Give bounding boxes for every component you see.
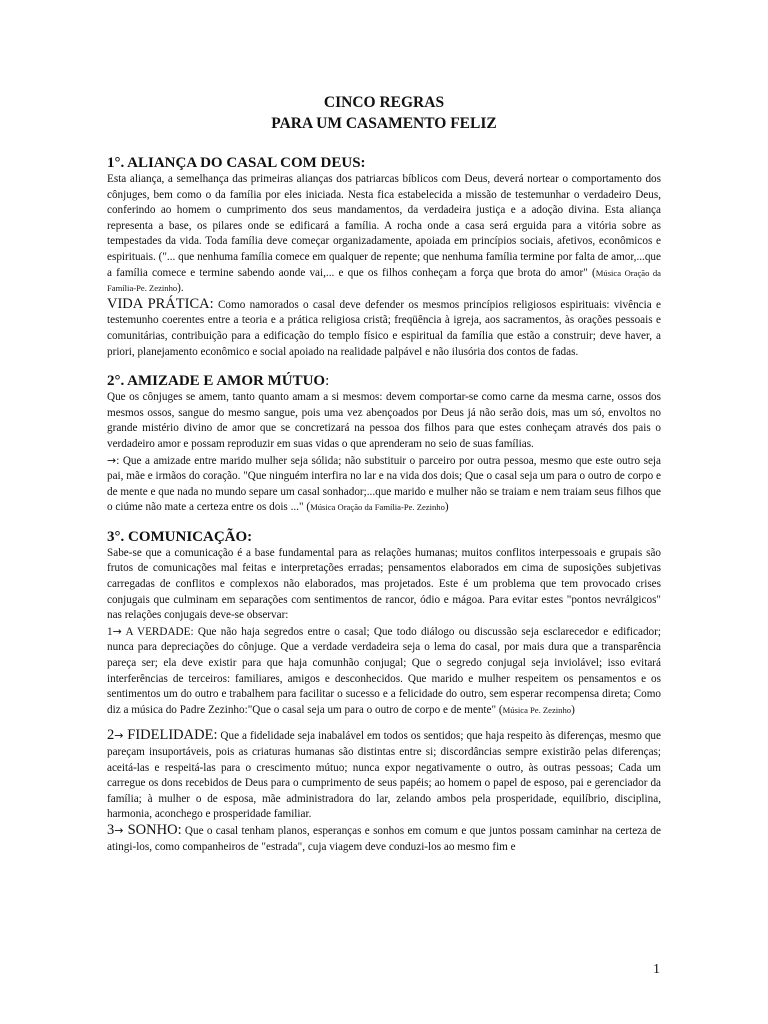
document-title-line1: CINCO REGRAS	[323, 94, 445, 111]
section2-heading-colon: :	[325, 373, 330, 390]
sonho-text: Que o casal tenham planos, esperanças e sonhos em comum e que juntos possam caminhar na certeza de atingi-los, como companheiros de "estrada", cuja viagem deve conduzi-los ao mesmo fim e	[107, 824, 661, 853]
section-amizade	[107, 372, 661, 516]
section1-paragraph2-text: Como namorados o casal deve defender os mesmos princípios religiosos espirituais: vivência e testemunho coerentes entre a teoria e a prática religiosa cristã; freqüência à igreja, aos sacramentos, às orações pessoais e comunitárias, contribuição para a edificação do templo físico e espiritual da família que estão a construir; deve haver, a priori, planejamento econômico e social apoiado na realidade palpável e não ilusória dos contos de fadas.	[107, 298, 661, 358]
section3-paragraph1: Sabe-se que a comunicação é a base fundamental para as relações humanas; muitos conflitos interpessoais e grupais são frutos de comunicações mal feitas e interpretações erradas; pensamentos elaborados em cima de suposições subjetivas carregadas de conflitos e complexos não elaborados, mas projetados. Este é um problema que tem provocado crises conjugais que culminam em separações com sentimentos de rancor, ódio e mágoa. Para evitar estes "pontos nevrálgicos" nas relações conjugais deve-se observar:	[107, 546, 661, 622]
verdade-citation: Música Pe. Zezinho	[502, 704, 572, 715]
page-number: 1	[653, 962, 660, 977]
sonho-number: 3	[107, 821, 115, 838]
section2-paragraph2	[107, 453, 661, 516]
section2-paragraph2-end: )	[444, 501, 449, 514]
section-comunicacao	[107, 528, 661, 855]
arrow-right-icon: →	[114, 729, 124, 743]
section3-heading: 3°. COMUNICAÇÃO:	[107, 528, 253, 545]
section-alianca	[107, 154, 661, 360]
section1-paragraph1-text: Esta aliança, a semelhança das primeiras alianças dos patriarcas bíblicos com Deus, deverá nortear o comportamento dos cônjuges, bem como o da família por eles iniciada. Nesta fica estabelecida a missão de testemunhar o verdadeiro Deus, conferindo ao homem o cumprimento dos seus mandamentos, da verdadeira justiça e a adoção divina. Esta aliança representa a base, os pilares onde se edificará a família. A rocha onde a casa será erguida para a vitória sobre as tempestades da vida. Toda família deve começar organizadamente, apoiada em princípios sociais, afetivos, econômicos e espirituais. ("... que nenhuma família comece em qualquer de repente; que nenhuma família termine por falta de amor,...que a família comece e termine sabendo aonde vai,... e que os filhos conheçam a força que brota do amor" (	[107, 173, 661, 279]
section1-paragraph1-end: ).	[177, 282, 184, 295]
fidelidade-label: FIDELIDADE:	[123, 727, 218, 744]
document-title-line2: PARA UM CASAMENTO FELIZ	[271, 115, 497, 132]
arrow-right-icon: →	[114, 823, 124, 837]
verdade-end: )	[571, 703, 575, 716]
section2-paragraph2-text: : Que a amizade entre marido mulher seja sólida; não substituir o parceiro por outra pessoa, mesmo que este outro seja pai, mãe e irmãos do coração. "Que ninguém interfira no lar e na vida dos dois; Que o casal seja um para o outro de corpo e de mente e que nada no mundo separe um casal sonhador;...que marido e mulher não se traiam e nem traiam seus filhos que o ciúme não mate a certeza entre os dois ..." (	[107, 454, 661, 514]
section2-citation: Música Oração da Família-Pe. Zezinho	[310, 502, 445, 513]
section2-heading	[107, 372, 661, 390]
section2-heading-text: 2°. AMIZADE E AMOR MÚTUO	[107, 373, 326, 390]
section1-heading: 1°. ALIANÇA DO CASAL COM DEUS:	[107, 155, 366, 171]
section1-citation: Música Oração da Família-Pe. Zezinho	[107, 267, 661, 294]
verdade-text: Que não haja segredos entre o casal; Que todo diálogo ou discussão seja esclarecedor e edificador; nunca para depreciações do cônjuge. Que a verdade verdadeira seja o lema do casal, por mais dura que a transparência pareça ser; ela deve existir para que haja comunhão conjugal; Que o segredo conjugal seja inviolável; isso evitará interferências de terceiros: familiares, amigos e desconhecidos. Que marido e mulher respeitem os pensamentos e os sentimentos um do outro e trabalhem para facilitar o sucesso e a felicidade do outro, sem esperar recompensa direta; Como diz a música do Padre Zezinho:"Que o casal seja um para o outro de corpo e de mente" (	[107, 625, 661, 716]
fidelidade-item	[107, 728, 661, 823]
section1-paragraph2	[107, 297, 661, 360]
verdade-item	[107, 624, 661, 719]
arrow-right-icon: →	[112, 624, 122, 638]
fidelidade-text: Que a fidelidade seja inabalável em todos os sentidos; que haja respeito às diferenças, mesmo que pareçam insuportáveis, pois as criaturas humanas são distintas entre si; discordâncias sempre existirão pelas diferenças; aceitá-las e respeitá-las para o crescimento mútuo; nunca expor negativamente o outro, às outras pessoas; Cada um carregue os dons recebidos de Deus para o cumprimento de seus papéis; ao homem o papel de esposo, pai e gerenciador da família; à mulher o de esposa, mãe administradora do lar, zelando ambos pela prosperidade, equilíbrio, disciplina, harmonia, aconchego e prosperidade familiar.	[107, 730, 661, 821]
section1-paragraph1	[107, 172, 661, 297]
fidelidade-number: 2	[107, 727, 115, 744]
arrow-right-icon: →	[107, 453, 117, 467]
document-page	[107, 92, 661, 855]
section2-paragraph1: Que os cônjuges se amem, tanto quanto amam a si mesmos: devem comportar-se como carne da mesma carne, ossos dos mesmos ossos, sangue do mesmo sangue, pois uma vez abençoados por Deus já não serão dois, mas um só, envoltos no grande mistério divino de amor que se concretizará na pessoa dos filhos para que estes conheçam através dos pais o verdadeiro amor e possam reproduzir em suas vidas o que aprenderam no seio de suas famílias.	[107, 391, 661, 450]
verdade-number: 1	[107, 625, 113, 638]
sonho-label: SONHO:	[123, 821, 182, 838]
vida-pratica-label: VIDA PRÁTICA:	[107, 295, 214, 312]
sonho-item	[107, 823, 661, 855]
verdade-label: A VERDADE:	[121, 625, 194, 638]
